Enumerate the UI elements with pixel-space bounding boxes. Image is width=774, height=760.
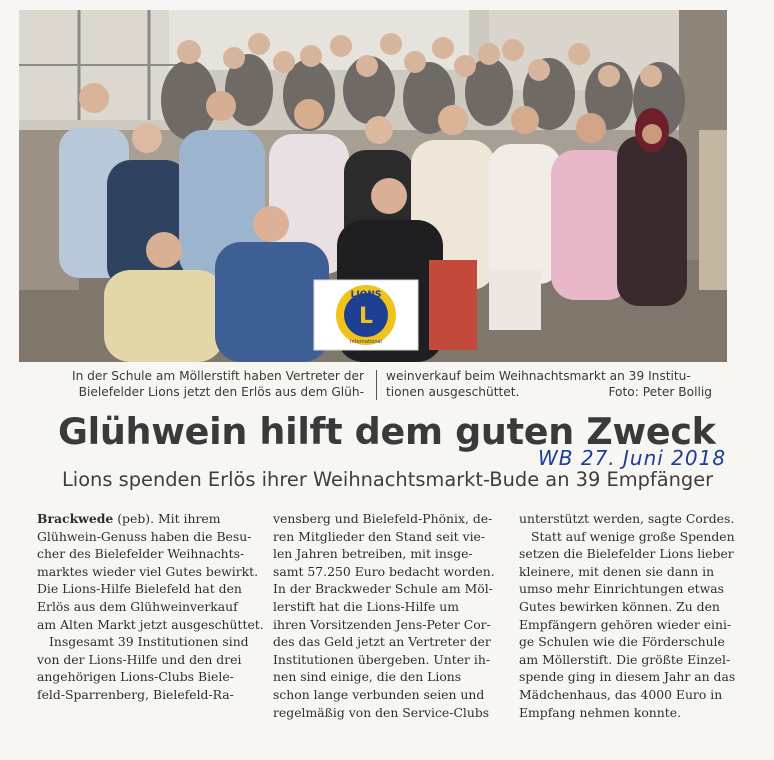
- lions-sign: [314, 280, 418, 350]
- photo-credit: Foto: Peter Bollig: [608, 385, 712, 399]
- headline: Glühwein hilft dem guten Zweck: [58, 410, 716, 453]
- handwritten-date-note: WB 27. Juni 2018: [538, 446, 727, 470]
- caption-divider: [376, 370, 377, 400]
- dateline: Brackwede: [37, 511, 114, 526]
- photo-caption: In der Schule am Möllerstift haben Vertreter der Bielefelder Lions jetzt den Erlös aus dem Glüh- weinverkauf beim Weihnachtsmarkt an 39 Institu- tionen ausgeschüttet. Foto: Peter Bollig: [71, 369, 712, 399]
- svg-text:International: International: [350, 339, 382, 345]
- svg-text:L: L: [358, 304, 374, 329]
- group-photo: [19, 10, 727, 362]
- article-column-2: vensberg und Bielefeld-Phönix, de- ren Mitglieder den Stand seit vie- len Jahren betreiben, mit insge- samt 57.250 Euro bedacht worden. In der Brackweder Schule am Möl- lerstift hat die Lions-Hilfe um ihren Vorsitzenden Jens-Peter Cor- des das Geld jetzt an Vertreter der Institutionen übergeben. Unter ih- nen sind einige, die den Lions schon lange verbunden seien und regelmäßig von den Service-Clubs: [273, 511, 495, 720]
- article-column-1: Brackwede (peb). Mit ihrem Glühwein-Genuss haben die Besu- cher des Bielefelder Weihnachts- marktes wieder viel Gutes bewirkt. Die Lions-Hilfe Bielefeld hat den Erlös aus dem Glühweinverkauf am Alten Markt jetzt ausgeschüttet. Insgesamt 39 Institutionen sind von der Lions-Hilfe und den drei angehörigen Lions-Clubs Biele- feld-Sparrenberg, Bielefeld-Ra-: [37, 511, 264, 702]
- svg-text:LIONS: LIONS: [350, 290, 382, 300]
- article-column-3: unterstützt werden, sagte Cordes. Statt auf wenige große Spenden setzen die Bielefelder Lions lieber kleinere, mit denen sie dann in umso mehr Einrichtungen etwas Gutes bewirken können. Zu den Empfängern gehören wieder eini- ge Schulen wie die Förderschule am Möllerstift. Die größte Einzel- spende ging in diesem Jahr an das Mädchenhaus, das 4000 Euro in Empfang nehmen konnte.: [519, 511, 736, 720]
- subheadline: Lions spenden Erlös ihrer Weihnachtsmarkt-Bude an 39 Empfänger: [62, 468, 714, 491]
